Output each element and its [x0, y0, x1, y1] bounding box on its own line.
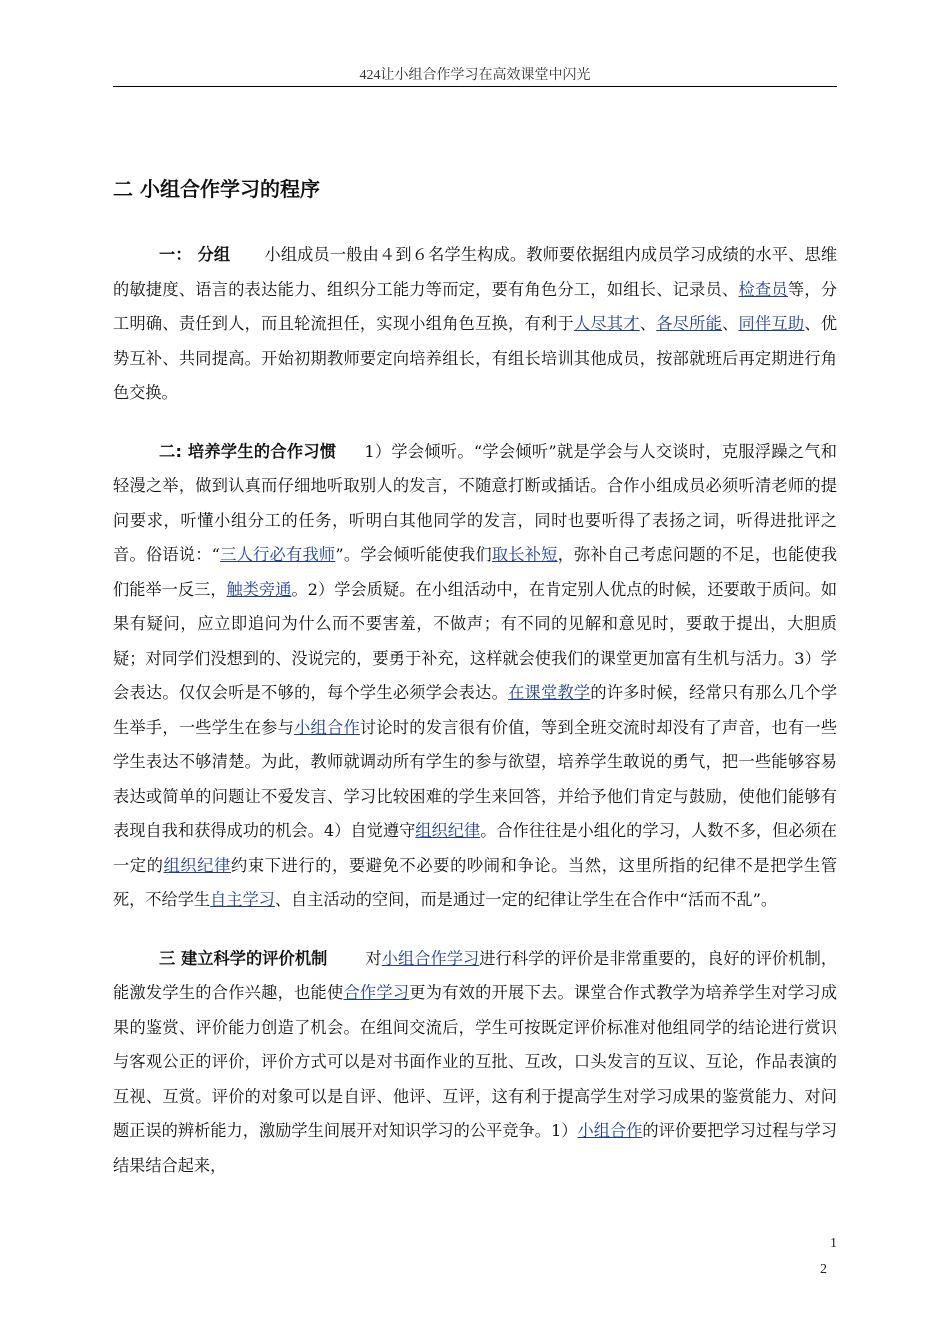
section-title: 二 小组合作学习的程序 — [113, 177, 320, 201]
link-group-cooperation[interactable]: 小组合作 — [577, 1121, 643, 1140]
link-peer-help[interactable]: 同伴互助 — [738, 314, 805, 333]
text: 等，分工明确、责任到人，而且轮流担任，实现小组角色互换，有利于 — [113, 279, 838, 333]
header-divider — [113, 86, 837, 87]
text: 更为有效的开展下去。课堂合作式教学为培养学生对学习成果的鉴赏、评价能力创造了机会。在组间交流后，学生可按既定评价标准对他组同学的结论进行赏识与客观公正的评价，评价方式可以是对书面作业的互批、互改，口头发言的互议、互论，作品表演的互视、互赏。评价的对象可以是自评、他评、互评，这有利于提高学生对学习成果的鉴赏能力、对问题正误的辨析能力，激励学生间展开对知识学习的公平竞争。1） — [113, 983, 838, 1140]
link-cooperative-learning[interactable]: 合作学习 — [343, 983, 410, 1002]
text: 、 — [639, 314, 657, 333]
text: 进行科学的评价是非常重要的，良好的评价机制，能激发学生的合作兴趣，也能使 — [113, 948, 838, 1002]
link-inspector[interactable]: 检查员 — [738, 279, 788, 299]
link-three-people[interactable]: 三人行必有我师 — [219, 545, 336, 564]
text: 。合作往往是小组化的学习，人数不多，但必须在一定的 — [113, 821, 837, 875]
text: 的许多时候，经常只有那么几个学生举手，一些学生在参与 — [113, 683, 838, 737]
link-discipline[interactable]: 组织纪律 — [163, 855, 231, 875]
link-group-cooperation[interactable]: 小组合作 — [294, 717, 360, 737]
link-ability[interactable]: 各尽所能 — [656, 314, 723, 333]
page-total: 2 — [820, 1262, 827, 1277]
paragraph-heading: 二: 培养学生的合作习惯 — [159, 441, 337, 461]
running-header: 424让小组合作学习在高效课堂中闪光 — [359, 68, 591, 83]
text: 小组成员一般由４到６名学生构成。教师要依据组内成员学习成绩的水平、思维的敏捷度、语言的表达能力、组织分工能力等而定，要有角色分工，如组长、记录员、 — [113, 245, 838, 299]
text: 的评价要把学习过程与学习结果结合起来， — [113, 1121, 838, 1175]
link-group-cooperative-learning[interactable]: 小组合作学习 — [381, 948, 480, 968]
paragraph-heading: 一： 分组 — [159, 245, 231, 264]
text: 讨论时的发言很有价值，等到全班交流时却没有了声音，也有一些学生表达不够清楚。为此，教师就调动所有学生的参与欲望，培养学生敢说的勇气，把一些能够容易表达或简单的问题让不爱发言、学习比较困难的学生来回答，并给予他们肯定与鼓励，使他们能够有表现自我和获得成功的机会。4）自觉遵守 — [113, 717, 838, 840]
link-self-study[interactable]: 自主学习 — [210, 890, 275, 909]
paragraph-evaluation — [113, 942, 837, 1184]
text: 约束下进行的，要避免不必要的吵闹和争论。当然，这里所指的纪律不是把学生管死，不给学生 — [113, 855, 838, 909]
paragraph-habits — [113, 435, 837, 918]
text: 、优势互补、共同提高。开始初期教师要定向培养组长，有组长培训其他成员，按部就班后再定期进行角色交换。 — [113, 314, 838, 402]
page-number: 1 — [830, 1236, 837, 1251]
document-body — [113, 170, 837, 1183]
link-talent[interactable]: 人尽其才 — [573, 314, 640, 333]
link-strengths[interactable]: 取长补短 — [491, 545, 558, 564]
text: ”。学会倾听能使我们 — [335, 545, 492, 564]
link-analogy[interactable]: 触类旁通 — [226, 579, 292, 599]
paragraph-grouping — [113, 238, 837, 411]
text: 、自主活动的空间，而是通过一定的纪律让学生在合作中“活而不乱”。 — [274, 890, 778, 909]
text: 、 — [722, 314, 739, 333]
text: 。2）学会质疑。在小组活动中，在肯定别人优点的时候，还要敢于质问。如果有疑问，应立即追问为什么而不要害羞，不做声；有不同的见解和意见时，要敢于提出，大胆质疑；对同学们没想到的、没说完的，要勇于补充，这样就会使我们的课堂更加富有生机与活力。3）学会表达。仅仅会听是不够的，每个学生必须学会表达。 — [113, 579, 838, 702]
text: ，弥补自己考虑问题的不足，也能使我们能举一反三， — [113, 545, 838, 599]
link-discipline[interactable]: 组织纪律 — [415, 821, 481, 840]
link-classroom-teaching[interactable]: 在课堂教学 — [508, 683, 591, 702]
paragraph-heading: 三 建立科学的评价机制 — [159, 948, 328, 968]
text: 对 — [365, 948, 382, 968]
text: 1）学会倾听。“学会倾听”就是学会与人交谈时，克服浮躁之气和轻漫之举，做到认真而仔细地听取别人的发言，不随意打断或插话。合作小组成员必须听清老师的提问要求，听懂小组分工的任务，听明白其他同学的发言，同时也要听得了表扬之词，听得进批评之音。俗语说：“ — [113, 441, 837, 564]
